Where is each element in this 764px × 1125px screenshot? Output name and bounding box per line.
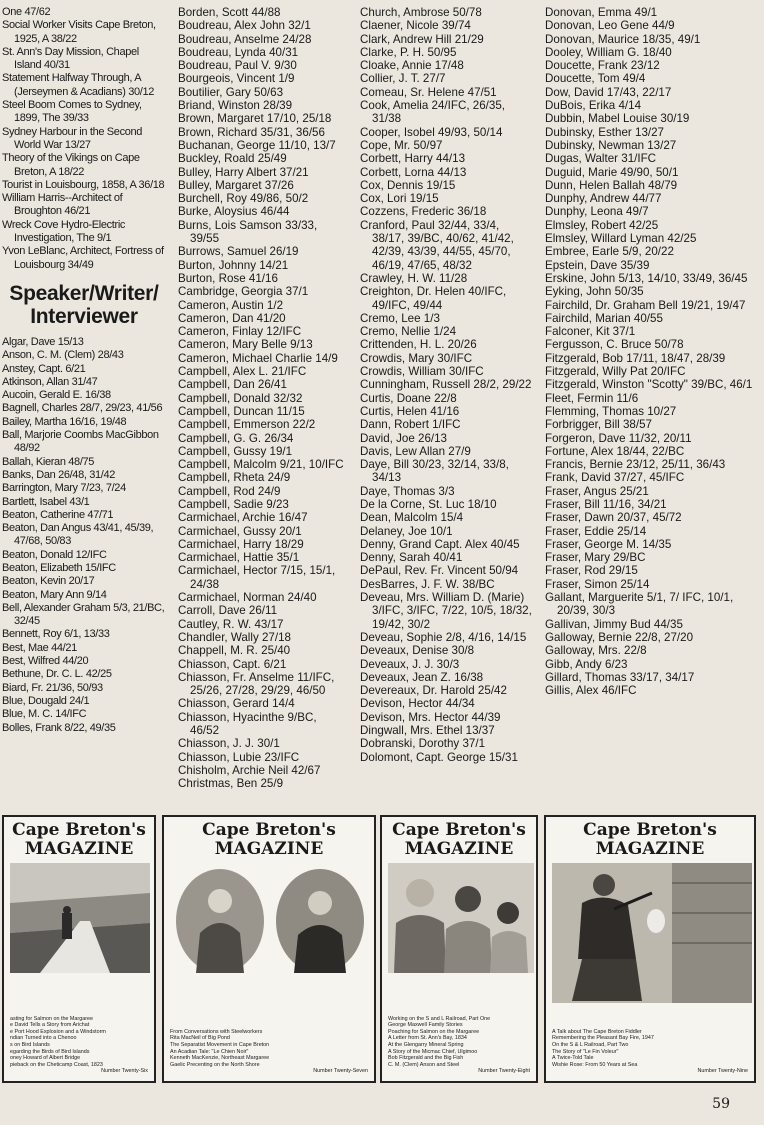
section-heading: Speaker/Writer/ Interviewer bbox=[9, 281, 159, 328]
index-entry: Comeau, Sr. Helene 47/51 bbox=[360, 85, 497, 99]
cover-contents-line: A Twice-Told Tale bbox=[552, 1055, 594, 1062]
index-entry: Chiasson, J. J. 30/1 bbox=[178, 737, 280, 751]
index-entry: Collier, J. T. 27/7 bbox=[360, 72, 446, 86]
index-entry: Atkinson, Allan 31/47 bbox=[2, 375, 98, 388]
index-entry: Ball, Marjorie Coombs MacGibbon 48/92 bbox=[2, 429, 159, 455]
index-entry: Delaney, Joe 10/1 bbox=[360, 524, 453, 538]
issue-number: Number Twenty-Eight bbox=[478, 1068, 530, 1075]
index-entry: Boudreau, Lynda 40/31 bbox=[178, 45, 299, 59]
index-entry: Galloway, Mrs. 22/8 bbox=[545, 644, 647, 658]
cover-contents-line: Working on the S and L Railroad, Part One bbox=[388, 1015, 491, 1022]
cover-contents-line: George Maxwell Family Stories bbox=[388, 1022, 463, 1029]
cover-photo-two-portraits bbox=[170, 863, 370, 973]
index-entry: Chiasson, Gerard 14/4 bbox=[178, 697, 295, 711]
index-entry: DesBarres, J. F. W. 38/BC bbox=[360, 577, 495, 591]
cover-contents-line: C. M. (Clem) Anson and Steel bbox=[388, 1061, 460, 1068]
cover-title: Cape Breton's MAGAZINE bbox=[392, 820, 526, 859]
index-entry: William Harris--Architect of Broughton 46/21 bbox=[2, 192, 123, 218]
index-entry: Dow, David 17/43, 22/17 bbox=[545, 85, 672, 99]
index-entry: Burchell, Roy 49/86, 50/2 bbox=[178, 192, 309, 206]
index-entry: Fitzgerald, Winston "Scotty" 39/BC, 46/1 bbox=[545, 378, 753, 392]
index-entry: Dunn, Helen Ballah 48/79 bbox=[545, 178, 678, 192]
index-entry: Campbell, Malcolm 9/21, 10/IFC bbox=[178, 458, 344, 472]
index-entry: Bulley, Harry Albert 37/21 bbox=[178, 165, 309, 179]
index-entry: Cope, Mr. 50/97 bbox=[360, 138, 443, 152]
index-entry: Carmichael, Norman 24/40 bbox=[178, 591, 317, 605]
index-entry: Dolomont, Capt. George 15/31 bbox=[360, 750, 518, 764]
index-entry: St. Ann's Day Mission, Chapel Island 40/31 bbox=[2, 45, 139, 72]
index-entry: Crowdis, William 30/IFC bbox=[360, 365, 484, 379]
cover-contents-line: Rita MacNeil of Big Pond bbox=[170, 1035, 230, 1042]
index-entry: Dingwall, Mrs. Ethel 13/37 bbox=[360, 724, 495, 738]
index-entry: Fergusson, C. Bruce 50/78 bbox=[545, 338, 684, 352]
index-entry: Crowdis, Mary 30/IFC bbox=[360, 351, 473, 365]
index-entry: De la Corne, St. Luc 18/10 bbox=[360, 497, 497, 511]
index-entry: Steel Boom Comes to Sydney, 1899, The 39/33 bbox=[2, 99, 142, 125]
index-entry: Biard, Fr. 21/36, 50/93 bbox=[2, 681, 103, 694]
index-entry: Bethune, Dr. C. L. 42/25 bbox=[2, 668, 112, 681]
index-entry: Cooper, Isobel 49/93, 50/14 bbox=[360, 125, 503, 139]
index-entry: Doucette, Tom 49/4 bbox=[545, 72, 646, 86]
index-entry: Chiasson, Capt. 6/21 bbox=[178, 657, 287, 671]
index-entry: Burke, Aloysius 46/44 bbox=[178, 205, 290, 219]
issue-number: Number Twenty-Nine bbox=[697, 1068, 748, 1075]
cover-contents-line: e Port Hood Explosion and a Windstorm bbox=[10, 1028, 106, 1035]
index-entry: Carroll, Dave 26/11 bbox=[178, 604, 278, 618]
index-entry: Theory of the Vikings on Cape Breton, A 18/22 bbox=[2, 152, 140, 178]
cover-contents-line: An Acadian Tale: "Le Chien Noir" bbox=[170, 1048, 249, 1055]
index-entry: Bell, Alexander Graham 5/3, 21/BC, 32/45 bbox=[2, 601, 165, 628]
index-entry: Banks, Dan 26/48, 31/42 bbox=[2, 468, 116, 481]
cover-photo-family bbox=[388, 863, 534, 973]
index-entry: Crittenden, H. L. 20/26 bbox=[360, 338, 477, 352]
index-entry: Gallant, Marguerite 5/1, 7/ IFC, 10/1, 20/39, 30/3 bbox=[545, 591, 734, 618]
index-entry: Campbell, Emmerson 22/2 bbox=[178, 418, 316, 432]
index-entry: Campbell, Duncan 11/15 bbox=[178, 404, 305, 418]
cover-contents-line: Bob Fitzgerald and the Big Fish bbox=[388, 1055, 464, 1062]
cover-photo-fiddler bbox=[552, 863, 752, 1003]
cover-contents-line: A Talk about The Cape Breton Fiddler bbox=[552, 1028, 642, 1035]
cover-contents-line: From Conversations with Steelworkers bbox=[170, 1028, 263, 1035]
index-entry: Borden, Scott 44/88 bbox=[178, 6, 281, 19]
index-entry: Carmichael, Gussy 20/1 bbox=[178, 524, 302, 538]
index-entry: Dooley, William G. 18/40 bbox=[545, 45, 672, 59]
index-entry: Beaton, Catherine 47/71 bbox=[2, 508, 114, 521]
index-entry: Cautley, R. W. 43/17 bbox=[178, 617, 284, 631]
index-entry: Eyking, John 50/35 bbox=[545, 285, 644, 299]
index-entry: Denny, Grand Capt. Alex 40/45 bbox=[360, 537, 520, 551]
index-entry: Cambridge, Georgia 37/1 bbox=[178, 285, 309, 299]
index-entry: Fraser, Bill 11/16, 34/21 bbox=[545, 497, 667, 511]
index-entry: One 47/62 bbox=[2, 6, 51, 18]
index-entry: Corbett, Lorna 44/13 bbox=[360, 165, 467, 179]
index-entry: Buchanan, George 11/10, 13/7 bbox=[178, 138, 336, 152]
index-entry: Blue, Dougald 24/1 bbox=[2, 694, 90, 707]
index-entry: Bennett, Roy 6/1, 13/33 bbox=[2, 628, 110, 641]
index-entry: Crawley, H. W. 11/28 bbox=[360, 271, 468, 285]
index-entry: Fraser, George M. 14/35 bbox=[545, 537, 672, 551]
index-entry: Dunphy, Andrew 44/77 bbox=[545, 192, 662, 206]
index-entry: Beaton, Mary Ann 9/14 bbox=[2, 588, 107, 601]
index-entry: Devison, Hector 44/34 bbox=[360, 697, 475, 711]
index-entry: Cameron, Dan 41/20 bbox=[178, 311, 286, 325]
cover-contents-line: A Letter from St. Ann's Bay, 1834 bbox=[388, 1035, 467, 1042]
cover-contents-line: Gaelic Precenting on the North Shore bbox=[170, 1061, 260, 1068]
index-entry: Brown, Margaret 17/10, 25/18 bbox=[178, 112, 332, 126]
index-entry: Deveau, Sophie 2/8, 4/16, 14/15 bbox=[360, 630, 527, 644]
index-entry: Dunphy, Leona 49/7 bbox=[545, 205, 649, 219]
index-entry: Dobranski, Dorothy 37/1 bbox=[360, 737, 486, 751]
index-entry: Forbrigger, Bill 38/57 bbox=[545, 418, 652, 432]
index-entry: Burrows, Samuel 26/19 bbox=[178, 245, 299, 259]
cover-contents bbox=[388, 1016, 530, 1075]
index-entry: Devereaux, Dr. Harold 25/42 bbox=[360, 684, 507, 698]
index-entry: Chiasson, Fr. Anselme 11/IFC, 25/26, 27/28, 29/29, 46/50 bbox=[178, 670, 335, 698]
index-entry: Cameron, Finlay 12/IFC bbox=[178, 325, 302, 339]
index-entry: Fraser, Angus 25/21 bbox=[545, 484, 649, 498]
cover-contents bbox=[10, 1016, 148, 1075]
index-entry: Frank, David 37/27, 45/IFC bbox=[545, 471, 685, 485]
index-entry: David, Joe 26/13 bbox=[360, 431, 448, 445]
index-entry: Dean, Malcolm 15/4 bbox=[360, 511, 464, 525]
index-entry: Cloake, Annie 17/48 bbox=[360, 59, 464, 73]
magazine-cover-27 bbox=[162, 815, 376, 1083]
index-entry: Carmichael, Harry 18/29 bbox=[178, 537, 304, 551]
index-entry: Fraser, Rod 29/15 bbox=[545, 564, 638, 578]
index-entry: Gallivan, Jimmy Bud 44/35 bbox=[545, 617, 683, 631]
issue-number: Number Twenty-Six bbox=[101, 1068, 148, 1075]
index-entry: Statement Halfway Through, A (Jerseymen & Acadians) 30/12 bbox=[2, 72, 155, 98]
index-entry: Bailey, Martha 16/16, 19/48 bbox=[2, 415, 127, 428]
index-entry: Fairchild, Marian 40/55 bbox=[545, 311, 663, 325]
cover-contents-line: egarding the Birds of Bird Islands bbox=[10, 1048, 90, 1055]
index-entry: Deveaux, J. J. 30/3 bbox=[360, 657, 460, 671]
index-entry: Anson, C. M. (Clem) 28/43 bbox=[2, 349, 124, 362]
index-entry: Tourist in Louisbourg, 1858, A 36/18 bbox=[2, 178, 165, 191]
index-entry: Epstein, Dave 35/39 bbox=[545, 258, 650, 272]
cover-contents-line: pieback on the Cheticamp Coast, 1823 bbox=[10, 1061, 103, 1068]
cover-contents-line: asting for Salmon on the Margaree bbox=[10, 1015, 94, 1022]
index-entry: Forgeron, Dave 11/32, 20/11 bbox=[545, 431, 692, 445]
index-entry: Embree, Earle 5/9, 20/22 bbox=[545, 245, 674, 259]
index-entry: Chiasson, Hyacinthe 9/BC, 46/52 bbox=[178, 710, 317, 738]
magazine-cover-26 bbox=[2, 815, 156, 1083]
index-entry: Dubinsky, Newman 13/27 bbox=[545, 138, 677, 152]
index-entry: Curtis, Helen 41/16 bbox=[360, 404, 460, 418]
index-entry: Barrington, Mary 7/23, 7/24 bbox=[2, 482, 126, 495]
index-entry: Elmsley, Robert 42/25 bbox=[545, 218, 659, 232]
index-entry: Anstey, Capt. 6/21 bbox=[2, 362, 86, 375]
index-entry: Cremo, Nellie 1/24 bbox=[360, 325, 457, 339]
index-entry: Deveaux, Jean Z. 16/38 bbox=[360, 670, 484, 684]
article-title-list bbox=[2, 6, 166, 272]
index-column-3 bbox=[360, 6, 532, 764]
index-entry: Carmichael, Archie 16/47 bbox=[178, 511, 308, 525]
index-entry: Cameron, Mary Belle 9/13 bbox=[178, 338, 313, 352]
index-entry: Boudreau, Paul V. 9/30 bbox=[178, 59, 297, 73]
cover-contents-line: ndian Turned into a Chenoo bbox=[10, 1035, 77, 1042]
cover-contents-line: oney Howard of Albert Bridge bbox=[10, 1055, 81, 1062]
index-entry: Buckley, Roald 25/49 bbox=[178, 152, 287, 166]
index-entry: Bartlett, Isabel 43/1 bbox=[2, 495, 90, 508]
cover-contents-line: e David Tells a Story from Arichat bbox=[10, 1022, 90, 1029]
cover-contents-line: Remembering the Pleasant Bay Fire, 1947 bbox=[552, 1035, 654, 1042]
index-entry: Bourgeois, Vincent 1/9 bbox=[178, 72, 295, 86]
index-entry: Aucoin, Gerald E. 16/38 bbox=[2, 389, 111, 402]
index-entry: Beaton, Dan Angus 43/41, 45/39, 47/68, 50/83 bbox=[2, 522, 154, 548]
cover-contents bbox=[170, 1029, 368, 1075]
index-entry: Christmas, Ben 25/9 bbox=[178, 777, 284, 791]
index-entry: Donovan, Emma 49/1 bbox=[545, 6, 658, 19]
index-entry: Campbell, Rheta 24/9 bbox=[178, 471, 291, 485]
index-entry: Clark, Andrew Hill 21/29 bbox=[360, 32, 484, 46]
index-entry: Campbell, Rod 24/9 bbox=[178, 484, 281, 498]
index-entry: Cox, Lori 19/15 bbox=[360, 192, 439, 206]
cover-contents-line: s on Bird Islands bbox=[10, 1042, 50, 1049]
index-entry: Galloway, Bernie 22/8, 27/20 bbox=[545, 630, 694, 644]
index-entry: Cunningham, Russell 28/2, 29/22 bbox=[360, 378, 532, 392]
index-entry: Creighton, Dr. Helen 40/IFC, 49/IFC, 49/44 bbox=[360, 285, 507, 312]
index-entry: Cremo, Lee 1/3 bbox=[360, 311, 440, 325]
index-entry: Gillard, Thomas 33/17, 34/17 bbox=[545, 670, 695, 684]
index-entry: Fleet, Fermin 11/6 bbox=[545, 391, 639, 405]
index-entry: Cozzens, Frederic 36/18 bbox=[360, 205, 487, 219]
index-entry: Francis, Bernie 23/12, 25/11, 36/43 bbox=[545, 458, 726, 472]
index-entry: Claener, Nicole 39/74 bbox=[360, 19, 471, 33]
index-entry: Campbell, Sadie 9/23 bbox=[178, 497, 289, 511]
index-entry: Burton, Rose 41/16 bbox=[178, 271, 278, 285]
index-entry: Briand, Winston 28/39 bbox=[178, 99, 293, 113]
index-entry: Fitzgerald, Bob 17/11, 18/47, 28/39 bbox=[545, 351, 726, 365]
index-entry: Dugas, Walter 31/IFC bbox=[545, 152, 657, 166]
index-entry: Bolles, Frank 8/22, 49/35 bbox=[2, 721, 116, 734]
index-entry: Donovan, Leo Gene 44/9 bbox=[545, 19, 675, 33]
index-entry: Dann, Robert 1/IFC bbox=[360, 418, 461, 432]
index-entry: Chiasson, Lubie 23/IFC bbox=[178, 750, 300, 764]
index-entry: Algar, Dave 15/13 bbox=[2, 335, 84, 348]
index-entry: Burton, Johnny 14/21 bbox=[178, 258, 289, 272]
cover-contents-line: Kenneth MacKenzie, Northeast Margaree bbox=[170, 1055, 270, 1062]
index-entry: Chandler, Wally 27/18 bbox=[178, 630, 291, 644]
index-entry: Bagnell, Charles 28/7, 29/23, 41/56 bbox=[2, 402, 163, 415]
index-entry: Campbell, Alex L. 21/IFC bbox=[178, 365, 307, 379]
cover-contents bbox=[552, 1029, 748, 1075]
index-entry: Erskine, John 5/13, 14/10, 33/49, 36/45 bbox=[545, 271, 748, 285]
magazine-cover-28 bbox=[380, 815, 538, 1083]
index-entry: Deveaux, Denise 30/8 bbox=[360, 644, 475, 658]
index-entry: Gibb, Andy 6/23 bbox=[545, 657, 628, 671]
index-entry: Elmsley, Willard Lyman 42/25 bbox=[545, 232, 697, 246]
index-entry: Duguid, Marie 49/90, 50/1 bbox=[545, 165, 679, 179]
cover-title: Cape Breton's MAGAZINE bbox=[202, 820, 336, 859]
index-entry: Yvon LeBlanc, Architect, Fortress of Louisbourg 34/49 bbox=[2, 245, 164, 271]
index-entry: Dubinsky, Esther 13/27 bbox=[545, 125, 665, 139]
issue-number: Number Twenty-Seven bbox=[313, 1068, 368, 1075]
index-entry: Beaton, Kevin 20/17 bbox=[2, 575, 95, 588]
cover-title: Cape Breton's MAGAZINE bbox=[583, 820, 717, 859]
index-entry: Curtis, Doane 22/8 bbox=[360, 391, 457, 405]
cover-contents-line: The Separatist Movement in Cape Breton bbox=[170, 1042, 270, 1049]
index-entry: Wreck Cove Hydro-Electric Investigation, The 9/1 bbox=[2, 218, 126, 245]
cover-title: Cape Breton's MAGAZINE bbox=[12, 820, 146, 859]
magazine-cover-29 bbox=[544, 815, 756, 1083]
index-entry: Fairchild, Dr. Graham Bell 19/21, 19/47 bbox=[545, 298, 746, 312]
index-entry: Carmichael, Hector 7/15, 15/1, 24/38 bbox=[178, 564, 336, 591]
index-entry: Gillis, Alex 46/IFC bbox=[545, 684, 637, 698]
index-entry: Fraser, Eddie 25/14 bbox=[545, 524, 647, 538]
index-entry: Chisholm, Archie Neil 42/67 bbox=[178, 763, 321, 777]
index-entry: Social Worker Visits Cape Breton, 1925, A 38/22 bbox=[2, 19, 156, 45]
index-entry: Burns, Lois Samson 33/33, 39/55 bbox=[178, 218, 318, 246]
index-entry: Daye, Bill 30/23, 32/14, 33/8, 34/13 bbox=[360, 458, 509, 485]
index-column-4 bbox=[545, 6, 757, 697]
index-entry: Boudreau, Alex John 32/1 bbox=[178, 19, 311, 33]
index-entry: Beaton, Donald 12/IFC bbox=[2, 548, 107, 561]
index-entry: Carmichael, Hattie 35/1 bbox=[178, 551, 300, 565]
cover-contents-line: Wishie Rose: From 50 Years at Sea bbox=[552, 1061, 638, 1068]
cover-photo-snowy-road bbox=[10, 863, 150, 973]
index-entry: Cranford, Paul 32/44, 33/4, 38/17, 39/BC, 40/62, 41/42, 42/39, 43/39, 44/55, 45/70, 46/19, 47/65, 48/32 bbox=[360, 218, 514, 272]
cover-contents-line: At the Glengarry Mineral Spring bbox=[388, 1042, 464, 1049]
index-entry: Campbell, Gussy 19/1 bbox=[178, 444, 293, 458]
speaker-list-part-1 bbox=[2, 336, 166, 735]
index-entry: Best, Mae 44/21 bbox=[2, 641, 77, 654]
index-entry: Falconer, Kit 37/1 bbox=[545, 325, 636, 339]
index-entry: Corbett, Harry 44/13 bbox=[360, 152, 466, 166]
index-entry: Denny, Sarah 40/41 bbox=[360, 551, 463, 565]
index-entry: Brown, Richard 35/31, 36/56 bbox=[178, 125, 325, 139]
cover-contents-line: The Story of "Le Fin Voleur" bbox=[552, 1048, 619, 1055]
index-entry: Flemming, Thomas 10/27 bbox=[545, 404, 677, 418]
index-entry: Fraser, Mary 29/BC bbox=[545, 551, 646, 565]
index-column-2 bbox=[178, 6, 346, 791]
index-entry: Church, Ambrose 50/78 bbox=[360, 6, 482, 19]
page-number: 59 bbox=[712, 1096, 730, 1112]
index-entry: Clarke, P. H. 50/95 bbox=[360, 45, 457, 59]
index-entry: Chappell, M. R. 25/40 bbox=[178, 644, 291, 658]
index-entry: Fraser, Dawn 20/37, 45/72 bbox=[545, 511, 682, 525]
cover-contents-line: On the S & L Railroad, Part Two bbox=[552, 1042, 629, 1049]
index-entry: Campbell, Dan 26/41 bbox=[178, 378, 287, 392]
index-entry: Boutilier, Gary 50/63 bbox=[178, 85, 284, 99]
index-entry: Best, Wilfred 44/20 bbox=[2, 655, 89, 668]
index-entry: Cameron, Austin 1/2 bbox=[178, 298, 284, 312]
index-entry: Donovan, Maurice 18/35, 49/1 bbox=[545, 32, 701, 46]
index-entry: Daye, Thomas 3/3 bbox=[360, 484, 455, 498]
index-entry: Devison, Mrs. Hector 44/39 bbox=[360, 710, 501, 724]
index-entry: Fortune, Alex 18/44, 22/BC bbox=[545, 444, 685, 458]
cover-contents-line: A Story of the Micmac Chief, Ulgimoo bbox=[388, 1048, 478, 1055]
magazine-covers-row bbox=[0, 815, 764, 1087]
index-entry: Beaton, Elizabeth 15/IFC bbox=[2, 561, 116, 574]
index-entry: DuBois, Erika 4/14 bbox=[545, 99, 642, 113]
index-entry: Fraser, Simon 25/14 bbox=[545, 577, 650, 591]
index-entry: Cox, Dennis 19/15 bbox=[360, 178, 456, 192]
index-entry: Bulley, Margaret 37/26 bbox=[178, 178, 294, 192]
index-entry: Deveau, Mrs. William D. (Marie) 3/IFC, 3/IFC, 7/22, 10/5, 18/32, 19/42, 30/2 bbox=[360, 591, 532, 631]
index-entry: Boudreau, Anselme 24/28 bbox=[178, 32, 312, 46]
cover-contents-line: Poaching for Salmon on the Margaree bbox=[388, 1028, 480, 1035]
index-entry: Cameron, Michael Charlie 14/9 bbox=[178, 351, 338, 365]
index-entry: DePaul, Rev. Fr. Vincent 50/94 bbox=[360, 564, 519, 578]
index-entry: Ballah, Kieran 48/75 bbox=[2, 455, 95, 468]
index-entry: Blue, M. C. 14/IFC bbox=[2, 708, 87, 721]
index-entry: Fitzgerald, Willy Pat 20/IFC bbox=[545, 365, 686, 379]
index-entry: Campbell, Donald 32/32 bbox=[178, 391, 303, 405]
index-entry: Dubbin, Mabel Louise 30/19 bbox=[545, 112, 690, 126]
index-entry: Davis, Lew Allan 27/9 bbox=[360, 444, 471, 458]
index-entry: Sydney Harbour in the Second World War 13/27 bbox=[2, 125, 143, 151]
index-entry: Campbell, G. G. 26/34 bbox=[178, 431, 294, 445]
index-entry: Doucette, Frank 23/12 bbox=[545, 59, 660, 73]
index-entry: Cook, Amelia 24/IFC, 26/35, 31/38 bbox=[360, 99, 505, 126]
index-column-1 bbox=[2, 6, 166, 735]
